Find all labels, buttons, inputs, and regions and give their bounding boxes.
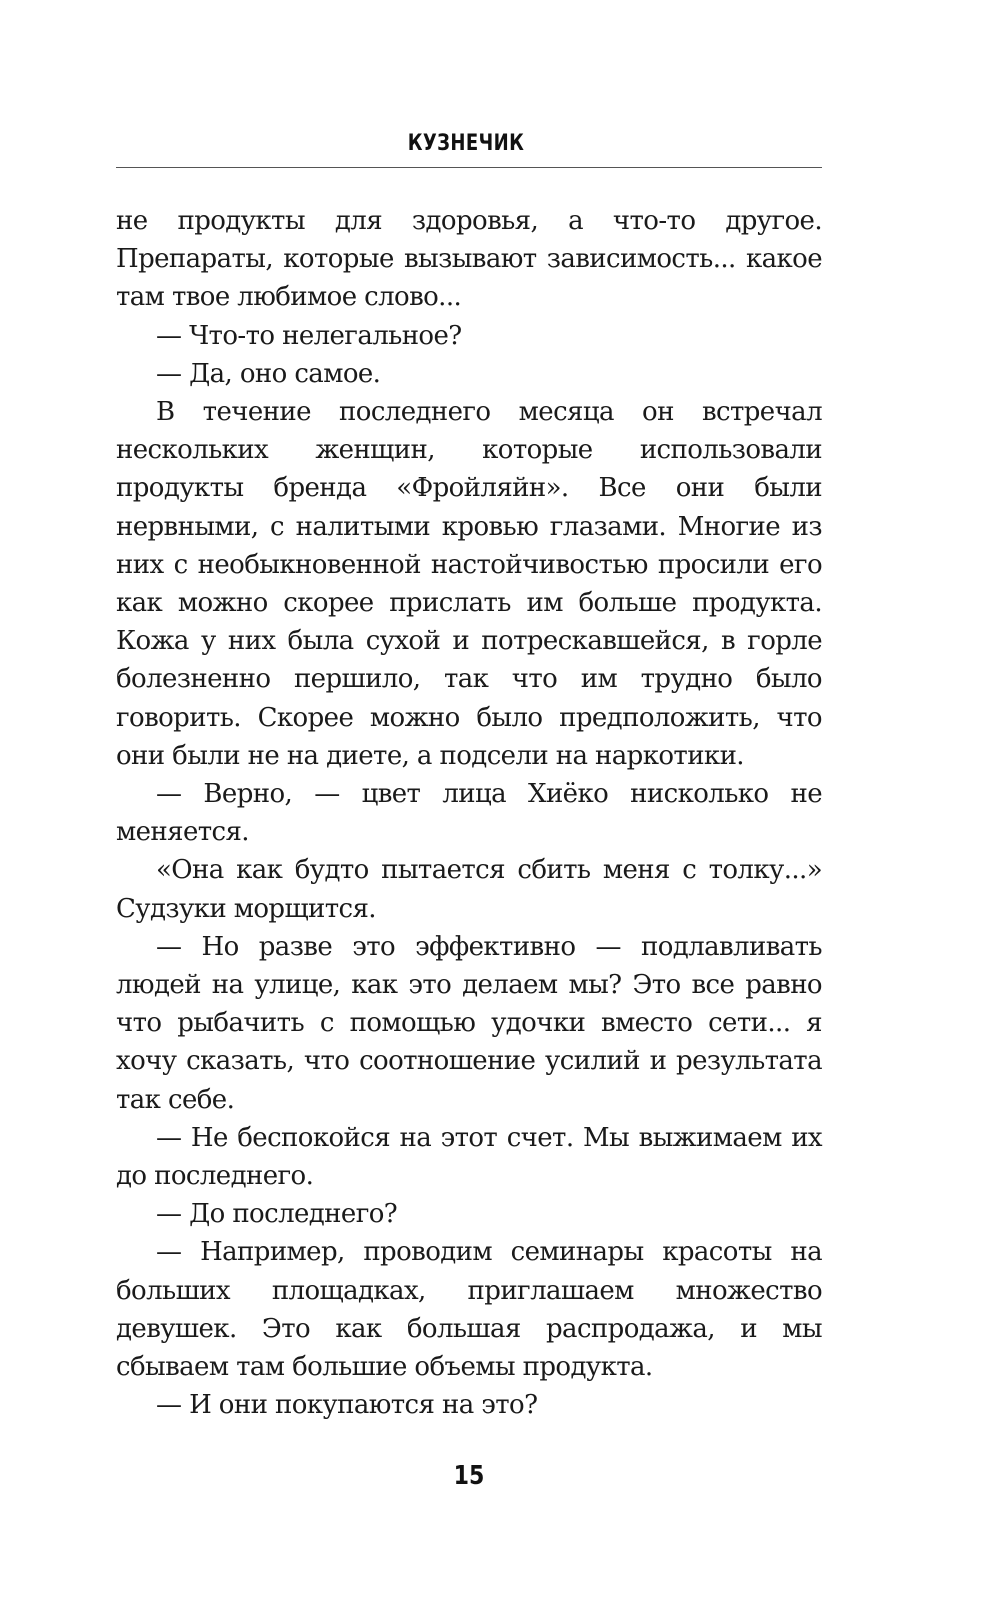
paragraph: «Она как будто пытается сбить меня с толку...» Судзуки морщится.: [116, 855, 822, 924]
page-number: 15: [453, 1461, 485, 1491]
running-title: КУЗНЕЧИК: [407, 131, 525, 156]
paragraph: — И они покупаются на это?: [156, 1390, 538, 1421]
paragraph: не продукты для здоровья, а что-то другое. Препараты, которые вызывают зависимость... какое там твое любимое слово...: [116, 206, 822, 313]
header-divider: [116, 167, 822, 168]
paragraph: — Но разве это эффективно — подлавливать людей на улице, как это делаем мы? Это все равно что рыбачить с помощью удочки вместо сети... я хочу сказать, что соотношение усилий и результата так себе.: [116, 931, 822, 1115]
body-text: [116, 202, 822, 1425]
paragraph: — Не беспокойся на этот счет. Мы выжимаем их до последнего.: [116, 1122, 822, 1192]
paragraph: — До последнего?: [156, 1199, 398, 1230]
paragraph: — Что-то нелегальное?: [156, 320, 462, 351]
paragraph: — Например, проводим семинары красоты на больших площадках, приглашаем множество девушек. Это как большая распродажа, и мы сбываем там большие объемы продукта.: [116, 1237, 822, 1383]
paragraph: — Верно, — цвет лица Хиёко нисколько не меняется.: [116, 779, 822, 848]
paragraph: В течение последнего месяца он встречал нескольких женщин, которые использовали продукты бренда «Фройляйн». Все они были нервными, с налитыми кровью глазами. Многие из них с необыкновенной настойчивостью просили его как можно скорее прислать им больше продукта. Кожа у них была сухой и потрескавшейся, в горле болезненно першило, так что им трудно было говорить. Скорее можно было предположить, что они были не на диете, а подсели на наркотики.: [116, 397, 822, 771]
paragraph: — Да, оно самое.: [156, 358, 381, 389]
